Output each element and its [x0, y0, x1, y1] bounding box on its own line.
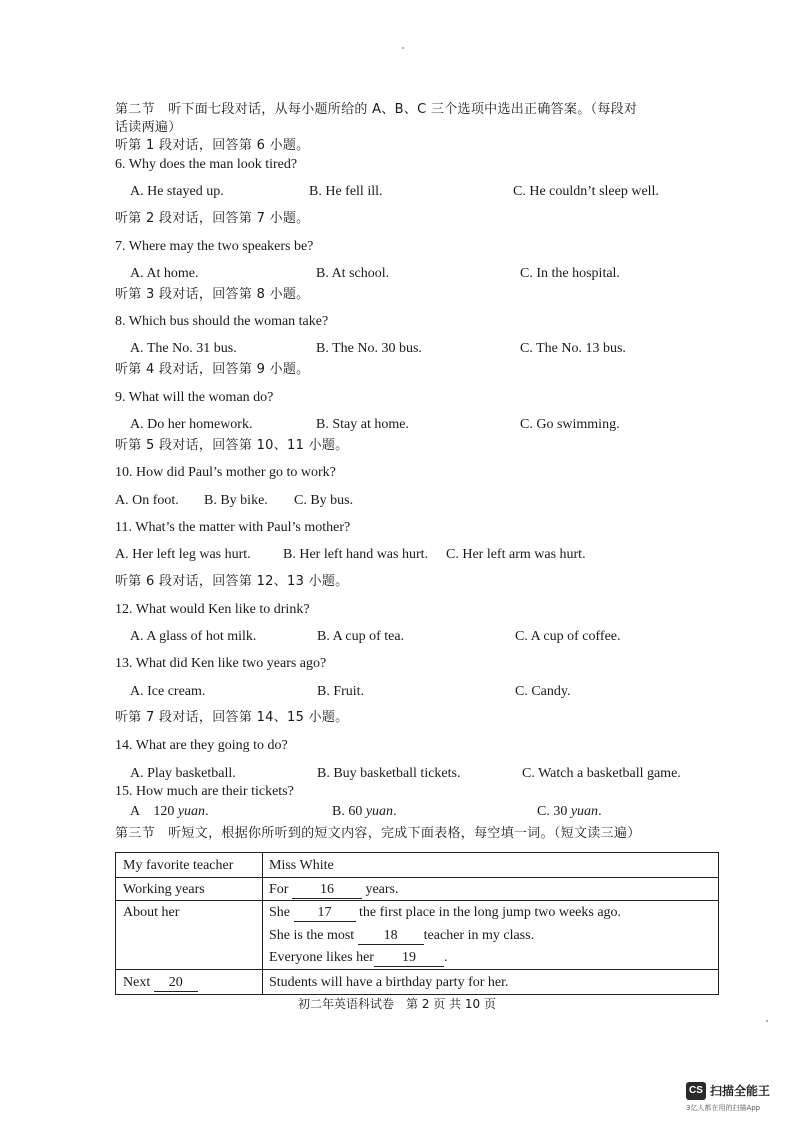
blank-16[interactable]: 16: [292, 882, 362, 899]
scan-speck: [402, 47, 404, 49]
option-7b: B. At school.: [316, 266, 390, 281]
option-14c: C. Watch a basketball game.: [522, 766, 681, 781]
group-intro-1: 听第 1 段对话，回答第 6 小题。: [115, 138, 310, 153]
section2-heading-line1: 第二节 听下面七段对话，从每小题所给的 A、B、C 三个选项中选出正确答案。（每段对: [115, 102, 638, 117]
option-7a: A. At home.: [130, 266, 199, 281]
option-13c: C. Candy.: [515, 684, 571, 699]
blank-20[interactable]: 20: [154, 975, 198, 992]
camscanner-logo: CS: [686, 1082, 706, 1100]
group-intro-2: 听第 2 段对话，回答第 7 小题。: [115, 211, 310, 226]
option-11a: A. Her left leg was hurt.: [115, 547, 251, 562]
option-12b: B. A cup of tea.: [317, 629, 405, 644]
option-6c: C. He couldn’t sleep well.: [513, 184, 659, 199]
table-rule: [116, 877, 718, 878]
option-15a: A 120 yuan.: [130, 804, 209, 819]
question-14: 14. What are they going to do?: [115, 738, 288, 753]
option-12a: A. A glass of hot milk.: [130, 629, 257, 644]
group-intro-7: 听第 7 段对话，回答第 14、15 小题。: [115, 710, 349, 725]
option-10a: A. On foot.: [115, 493, 179, 508]
table-divider: [262, 853, 263, 994]
question-6: 6. Why does the man look tired?: [115, 157, 298, 172]
option-9c: C. Go swimming.: [520, 417, 620, 432]
option-13a: A. Ice cream.: [130, 684, 206, 699]
group-intro-4: 听第 4 段对话，回答第 9 小题。: [115, 362, 310, 377]
option-7c: C. In the hospital.: [520, 266, 620, 281]
label-favorite-teacher: My favorite teacher: [123, 858, 234, 873]
option-8b: B. The No. 30 bus.: [316, 341, 422, 356]
row-working-years: For 16 years.: [269, 882, 399, 897]
option-8a: A. The No. 31 bus.: [130, 341, 237, 356]
question-10: 10. How did Paul’s mother go to work?: [115, 465, 336, 480]
option-14a: A. Play basketball.: [130, 766, 236, 781]
row-about-her-3: Everyone likes her 19 .: [269, 950, 448, 965]
option-15b: B. 60 yuan.: [332, 804, 397, 819]
value-teacher-name: Miss White: [269, 858, 334, 873]
group-intro-3: 听第 3 段对话，回答第 8 小题。: [115, 287, 310, 302]
section2-heading-line2: 话读两遍）: [115, 120, 182, 135]
question-9: 9. What will the woman do?: [115, 390, 274, 405]
question-15: 15. How much are their tickets?: [115, 784, 294, 799]
option-13b: B. Fruit.: [317, 684, 365, 699]
option-9b: B. Stay at home.: [316, 417, 409, 432]
section3-heading: 第三节 听短文，根据你所听到的短文内容，完成下面表格，每空填一词。（短文读三遍）: [115, 826, 641, 841]
option-6a: A. He stayed up.: [130, 184, 224, 199]
info-table: [115, 852, 719, 995]
option-12c: C. A cup of coffee.: [515, 629, 621, 644]
option-6b: B. He fell ill.: [309, 184, 383, 199]
option-10c: C. By bus.: [294, 493, 354, 508]
camscanner-tagline: 3亿人都在用的扫描App: [686, 1104, 761, 1112]
row-about-her-1: She 17 the first place in the long jump two weeks ago.: [269, 905, 622, 920]
question-8: 8. Which bus should the woman take?: [115, 314, 329, 329]
option-15c: C. 30 yuan.: [537, 804, 602, 819]
question-11: 11. What’s the matter with Paul’s mother?: [115, 520, 351, 535]
value-next: Students will have a birthday party for her.: [269, 975, 509, 990]
page-footer: 初二年英语科试卷 第 2 页 共 10 页: [298, 997, 496, 1011]
label-working-years: Working years: [123, 882, 205, 897]
scan-speck: [766, 1020, 768, 1022]
option-11b: B. Her left hand was hurt.: [283, 547, 429, 562]
option-9a: A. Do her homework.: [130, 417, 253, 432]
question-7: 7. Where may the two speakers be?: [115, 239, 314, 254]
blank-18[interactable]: 18: [358, 928, 424, 945]
question-12: 12. What would Ken like to drink?: [115, 602, 310, 617]
row-about-her-2: She is the most 18 teacher in my class.: [269, 928, 535, 943]
camscanner-name: 扫描全能王: [710, 1084, 771, 1098]
label-about-her: About her: [123, 905, 180, 920]
group-intro-5: 听第 5 段对话，回答第 10、11 小题。: [115, 438, 349, 453]
label-next: Next 20: [123, 974, 198, 992]
option-11c: C. Her left arm was hurt.: [446, 547, 586, 562]
table-rule: [116, 900, 718, 901]
question-13: 13. What did Ken like two years ago?: [115, 656, 327, 671]
blank-17[interactable]: 17: [294, 905, 356, 922]
group-intro-6: 听第 6 段对话，回答第 12、13 小题。: [115, 574, 349, 589]
option-14b: B. Buy basketball tickets.: [317, 766, 461, 781]
option-10b: B. By bike.: [204, 493, 268, 508]
option-8c: C. The No. 13 bus.: [520, 341, 626, 356]
blank-19[interactable]: 19: [374, 950, 444, 967]
table-rule: [116, 969, 718, 970]
